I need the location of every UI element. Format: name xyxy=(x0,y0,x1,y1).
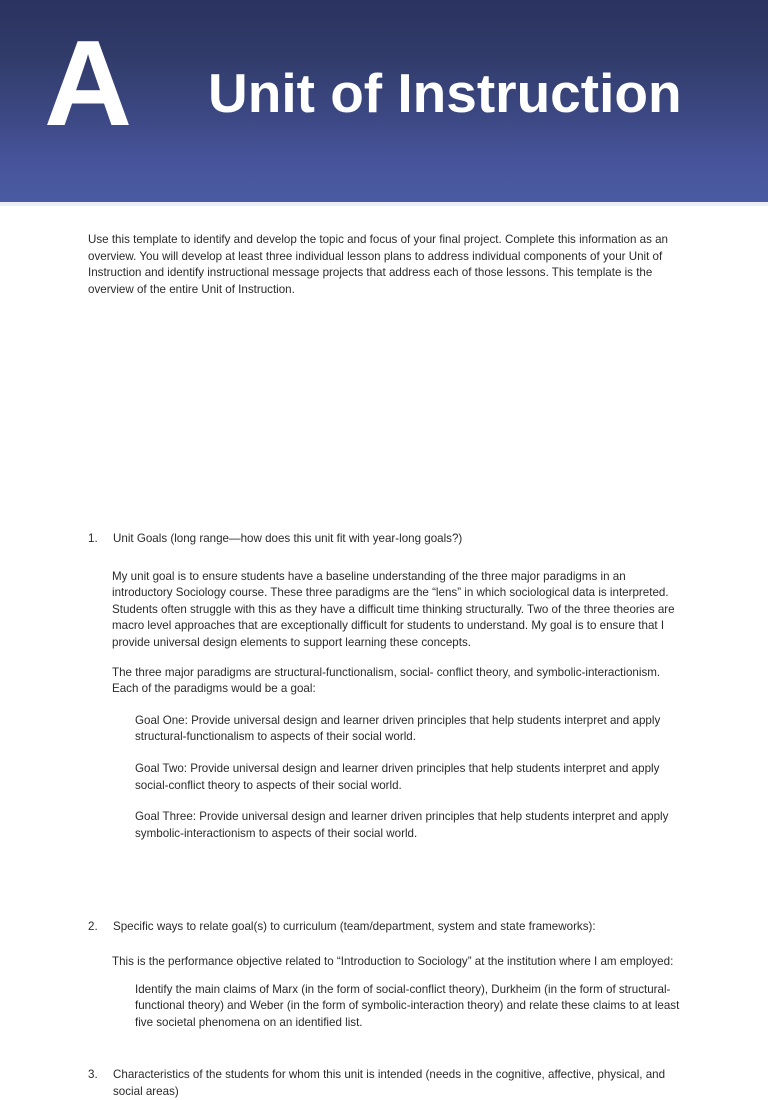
page-title: Unit of Instruction xyxy=(208,62,682,124)
goal-three-paragraph: Goal Three: Provide universal design and learner driven principles that help students interpret and apply symbolic-interactionism to aspects of their social world. xyxy=(135,810,669,840)
list-item-2-paragraph-1: This is the performance objective related to “Introduction to Sociology” at the institution where I am employed: xyxy=(112,954,674,968)
header-banner xyxy=(0,0,768,202)
list-item-1-paragraph-1: My unit goal is to ensure students have a baseline understanding of the three major paradigms in an introductory Sociology course. These three paradigms are the “lens” in which sociological data is interpreted. Students often struggle with this as they have a difficult time thinking structurally. Two of the three theories are macro level approaches that are exceptionally difficult for students to understand. My goal is to ensure that I provide universal design elements to support learning these concepts. xyxy=(112,569,675,649)
list-item-3-number: 3. xyxy=(88,1068,98,1081)
goal-two-paragraph: Goal Two: Provide universal design and learner driven principles that help students interpret and apply social-conflict theory to aspects of their social world. xyxy=(135,761,660,792)
list-item-2-number: 2. xyxy=(88,920,98,933)
list-item-2-heading: Specific ways to relate goal(s) to curriculum (team/department, system and state frameworks): xyxy=(113,920,596,933)
list-item-1 xyxy=(88,531,682,854)
list-item-3 xyxy=(88,1067,682,1100)
list-item-2-heading-row xyxy=(88,919,682,936)
banner-letter: A xyxy=(44,15,132,151)
intro-paragraph: Use this template to identify and develop the topic and focus of your final project. Complete this information as an overview. You will develop at least three individual lesson plans to address individual components of your Unit of Instruction and identify instructional message projects that address each of those lessons. This template is the overview of the entire Unit of Instruction. xyxy=(88,233,669,296)
list-item-3-heading-row xyxy=(88,1067,682,1100)
list-item-1-paragraph-2: The three major paradigms are structural-functionalism, social- conflict theory, and symbolic-interactionism. Each of the paradigms would be a goal: xyxy=(112,665,661,696)
list-item-2-nested-paragraph-1: Identify the main claims of Marx (in the form of social-conflict theory), Durkheim (in the form of structural-functional theory) and Weber (in the form of symbolic-interaction theory) and relate these claims to at least five societal phenomena on an identified list. xyxy=(135,982,680,1029)
list-item-1-heading: Unit Goals (long range—how does this unit fit with year-long goals?) xyxy=(113,532,463,545)
list-item-1-heading-row xyxy=(88,531,682,548)
list-item-3-heading: Characteristics of the students for whom this unit is intended (needs in the cognitive, affective, physical, and social areas) xyxy=(113,1068,666,1098)
list-item-2 xyxy=(88,919,682,1043)
goal-one-paragraph: Goal One: Provide universal design and learner driven principles that help students interpret and apply structural-functionalism to aspects of their social world. xyxy=(135,713,661,744)
banner-underline xyxy=(0,202,768,206)
list-item-1-number: 1. xyxy=(88,532,98,545)
